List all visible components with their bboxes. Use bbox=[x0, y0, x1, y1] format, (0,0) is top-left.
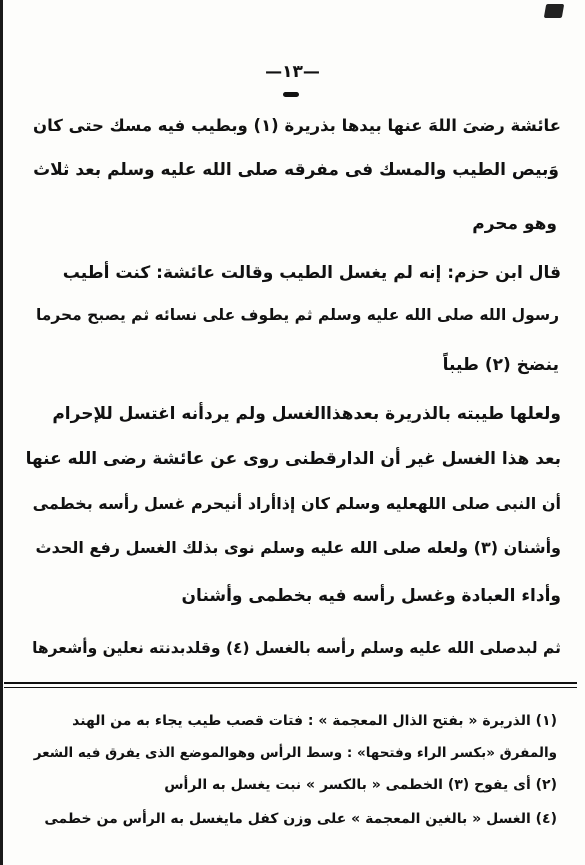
body-line-5: رسول الله صلى الله عليه وسلم ثم يطوف على نسائه ثم يصبح محرما bbox=[35, 306, 559, 324]
body-line-6: ينضخ (٢) طيباً bbox=[442, 355, 559, 375]
body-line-10: وأشنان (٣) ولعله صلى الله عليه وسلم نوى بذلك الغسل رفع الحدث bbox=[35, 538, 561, 557]
body-line-7: ولعلها طيبته بالذريرة بعدهذاالغسل ولم يردأنه اغتسل للإحرام bbox=[52, 404, 561, 424]
footnote-4: (٤) الغسل « بالغين المعجمة » على وزن كفل مايغسل به الرأس من خطمى bbox=[44, 811, 557, 827]
corner-ink-mark bbox=[544, 4, 564, 18]
body-line-4: قال ابن حزم: إنه لم يغسل الطيب وقالت عائشة: كنت أطيب bbox=[62, 263, 561, 283]
page-edge-shadow bbox=[0, 0, 3, 865]
body-line-11: وأداء العبادة وغسل رأسه فيه بخطمى وأشنان bbox=[181, 586, 561, 606]
footnote-separator-top bbox=[4, 682, 577, 684]
body-line-3: وهو محرم bbox=[472, 214, 557, 234]
page-number: —١٣— bbox=[265, 62, 320, 82]
page-number-ornament bbox=[283, 92, 299, 97]
body-line-1: عائشة رضىَ اللهَ عنها بيدها بذريرة (١) وبطيب فيه مسك حتى كان bbox=[32, 116, 561, 135]
footnote-1: (١) الذريرة « بفتح الذال المعجمة » : فتات قصب طيب يجاء به من الهند bbox=[72, 713, 557, 729]
footnote-separator-bottom bbox=[4, 687, 577, 688]
footnote-1-continued: والمفرق «بكسر الراء وفتحها» : وسط الرأس وهوالموضع الذى يفرق فيه الشعر bbox=[33, 745, 557, 761]
body-line-12: ثم لبدصلى الله عليه وسلم رأسه بالغسل (٤) وقلدبدنته نعلين وأشعرها bbox=[32, 639, 561, 657]
body-line-2: وَبيص الطيب والمسك فى مفرقه صلى الله عليه وسلم بعد ثلاث bbox=[33, 160, 559, 180]
body-line-8: بعد هذا الغسل غير أن الدارقطنى روى عن عائشة رضى الله عنها bbox=[25, 449, 561, 469]
footnote-2-3: (٢) أى يفوح (٣) الخطمى « بالكسر » نبت يغسل به الرأس bbox=[164, 777, 557, 793]
body-line-9: أن النبى صلى اللهعليه وسلم كان إذاأراد أنيحرم غسل رأسه بخطمى bbox=[32, 494, 561, 513]
